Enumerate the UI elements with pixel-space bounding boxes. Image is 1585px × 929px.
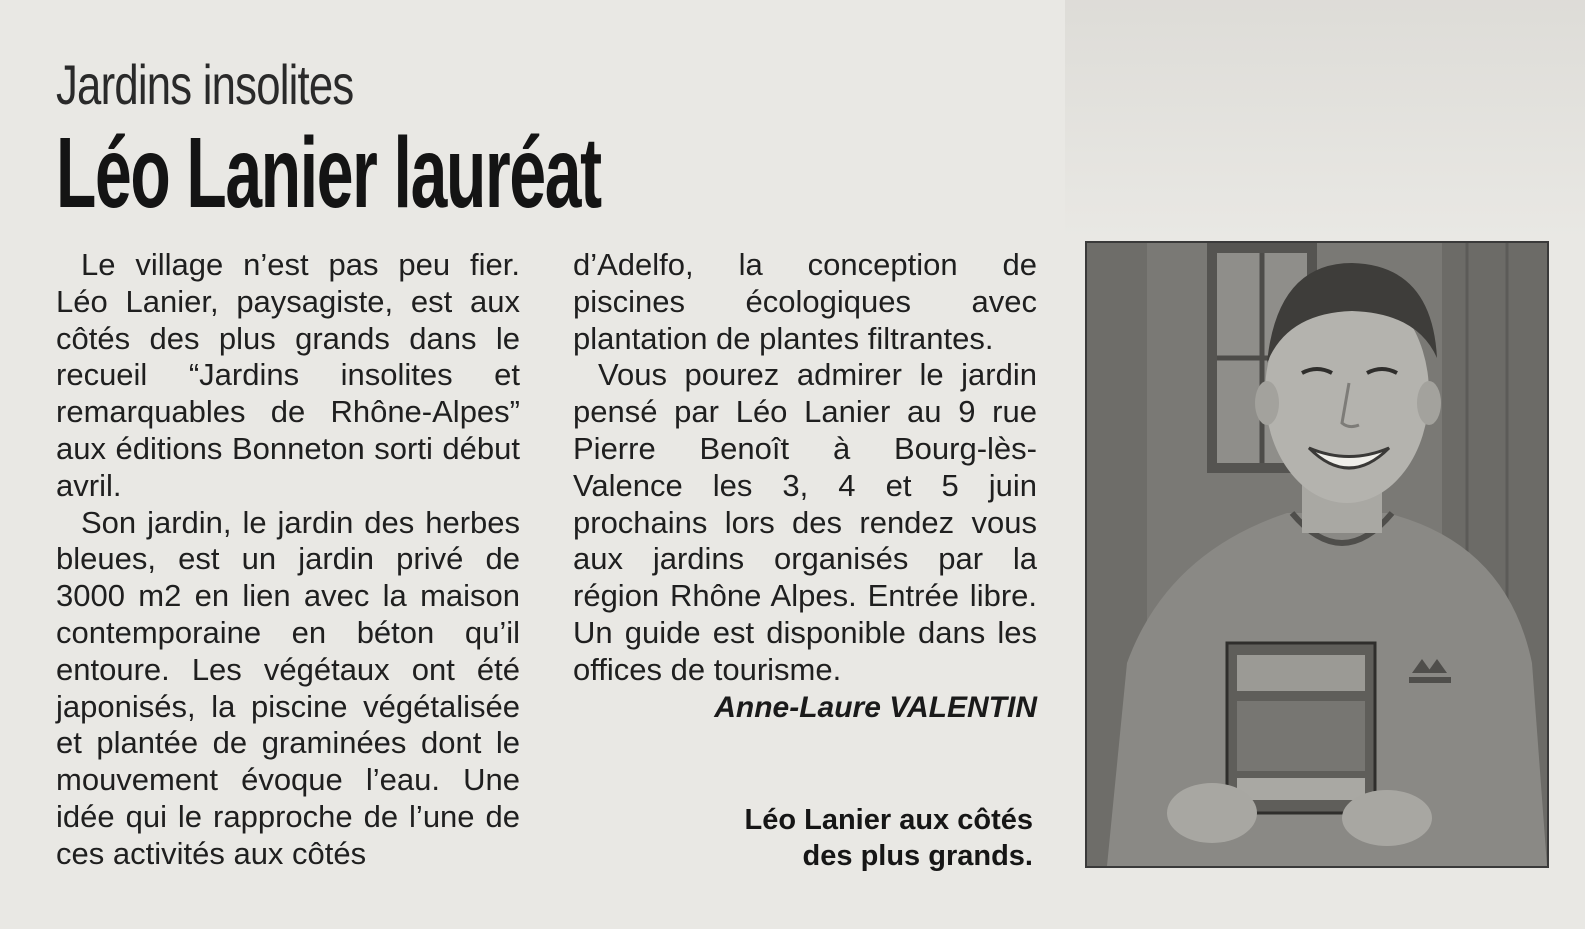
caption-line-1: Léo Lanier aux côtés — [744, 804, 1033, 836]
portrait-photo — [1085, 241, 1549, 868]
paragraph-intro: Le village n’est pas peu fier. Léo Lanier, paysagiste, est aux côtés des plus grands dans le recueil “Jardins insolites et remarquables de Rhône-Alpes” aux éditions Bonneton sorti début avril. — [56, 247, 520, 503]
article-kicker: Jardins insolites — [56, 53, 354, 116]
adjacent-article-bleed — [1065, 0, 1585, 240]
author-signature: Anne-Laure VALENTIN — [714, 691, 1037, 724]
caption-line-2: des plus grands. — [802, 840, 1033, 872]
photo-caption — [573, 802, 1033, 874]
article-headline: Léo Lanier lauréat — [56, 117, 601, 229]
paragraph-continued: d’Adelfo, la conception de piscines écologiques avec plantation de plantes filtrantes. — [573, 247, 1037, 356]
article-column-1 — [56, 247, 520, 873]
portrait-illustration — [1087, 243, 1547, 866]
paragraph-visit: Vous pourez admirer le jardin pensé par Léo Lanier au 9 rue Pierre Benoît à Bourg-lès-Valence les 3, 4 et 5 juin prochains lors des rendez vous aux jardins organisés par la région Rhône Alpes. Entrée libre. Un guide est disponible dans les offices de tourisme. — [573, 357, 1037, 687]
paragraph-garden: Son jardin, le jardin des herbes bleues, est un jardin privé de 3000 m2 en lien avec la maison contemporaine en béton qu’il entoure. Les végétaux ont été japonisés, la piscine végétalisée et plantée de graminées dont le mouvement évoque l’eau. Une idée qui le rapproche de l’une de ces activités aux côtés — [56, 504, 520, 871]
article-column-2 — [573, 247, 1037, 689]
